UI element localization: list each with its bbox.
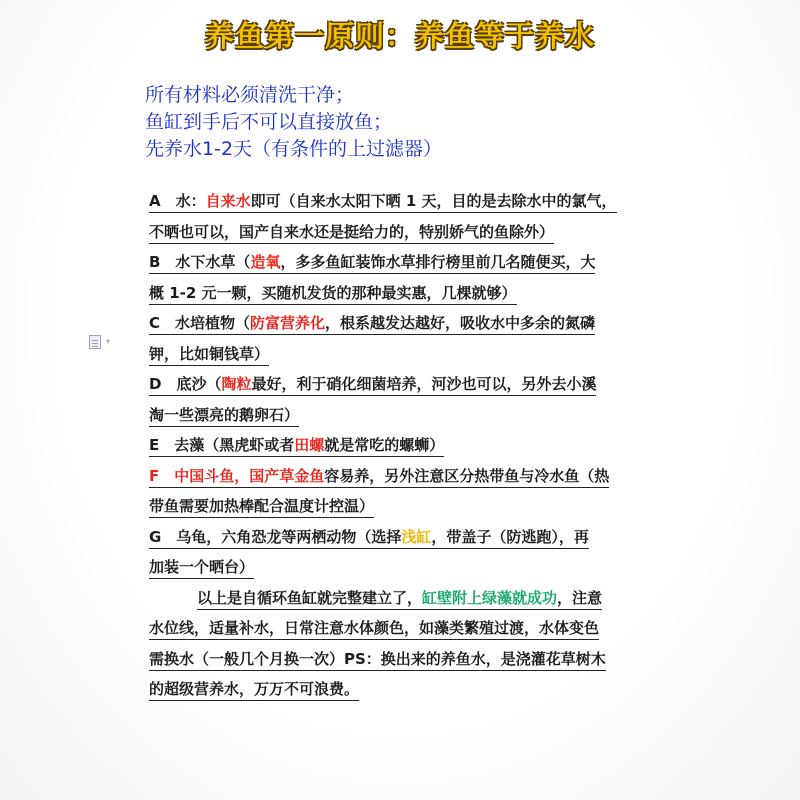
highlight-text: 中国斗鱼，国产草金鱼 [174,466,325,485]
list-item-d: D 底沙（陶粒最好，利于硝化细菌培养，河沙也可以，另外去小溪 [149,369,629,400]
highlight-text: 防富营养化 [250,314,326,332]
list-item-b-cont: 概 1-2 元一颗，买随机发货的那种最实惠，几棵就够） [149,278,629,309]
chevron-down-icon[interactable]: ▾ [106,337,111,346]
highlight-text: 浅缸 [401,527,432,546]
list-item-a: A 水：自来水即可（自来水太阳下晒 1 天，目的是去除水中的氯气， [149,186,629,217]
list-item-f-cont: 带鱼需要加热棒配合温度计控温） [149,491,629,522]
list-item-a-cont: 不晒也可以，国产自来水还是挺给力的，特别娇气的鱼除外） [149,217,629,248]
list-item-g: G 乌龟，六角恐龙等两栖动物（选择浅缸，带盖子（防逃跑），再 [149,522,629,553]
list-item-e: E 去藻（黑虎虾或者田螺就是常吃的螺蛳） [149,430,629,461]
highlight-text: 自来水 [205,192,251,210]
intro-line: 鱼缸到手后不可以直接放鱼； [145,111,393,133]
intro-block [145,82,705,163]
list-item-d-cont: 淘一些漂亮的鹅卵石） [149,400,629,431]
summary-line: 需换水（一般几个月换一次）PS：换出来的养鱼水，是浇灌花草树木 [149,644,629,675]
page-title: 养鱼第一原则：养鱼等于养水 [204,19,595,53]
summary-line: 以上是自循环鱼缸就完整建立了，缸壁附上绿藻就成功，注意 [149,583,629,614]
list-item-f: F 中国斗鱼，国产草金鱼容易养，另外注意区分热带鱼与冷水鱼（热 [149,461,629,492]
highlight-text: 缸壁附上绿藻就成功 [422,588,558,607]
summary-line: 的超级营养水，万万不可浪费。 [149,674,629,705]
intro-line: 先养水1-2天（有条件的上过滤器） [145,138,443,160]
intro-line: 所有材料必须清洗干净； [145,84,355,106]
list-item-b: B 水下水草（造氧，多多鱼缸装饰水草排行榜里前几名随便买，大 [149,247,629,278]
document-icon[interactable] [89,335,101,349]
item-list [149,186,629,705]
highlight-text: 陶粒 [221,375,252,393]
highlight-text: 田螺 [294,436,325,454]
list-item-c-cont: 钾，比如铜钱草） [149,339,629,370]
highlight-text: 造氧 [250,253,281,271]
summary-line: 水位线，适量补水，日常注意水体颜色，如藻类繁殖过渡，水体变色 [149,613,629,644]
list-item-g-cont: 加装一个晒台） [149,552,629,583]
list-item-c: C 水培植物（防富营养化，根系越发达越好，吸收水中多余的氮磷 [149,308,629,339]
